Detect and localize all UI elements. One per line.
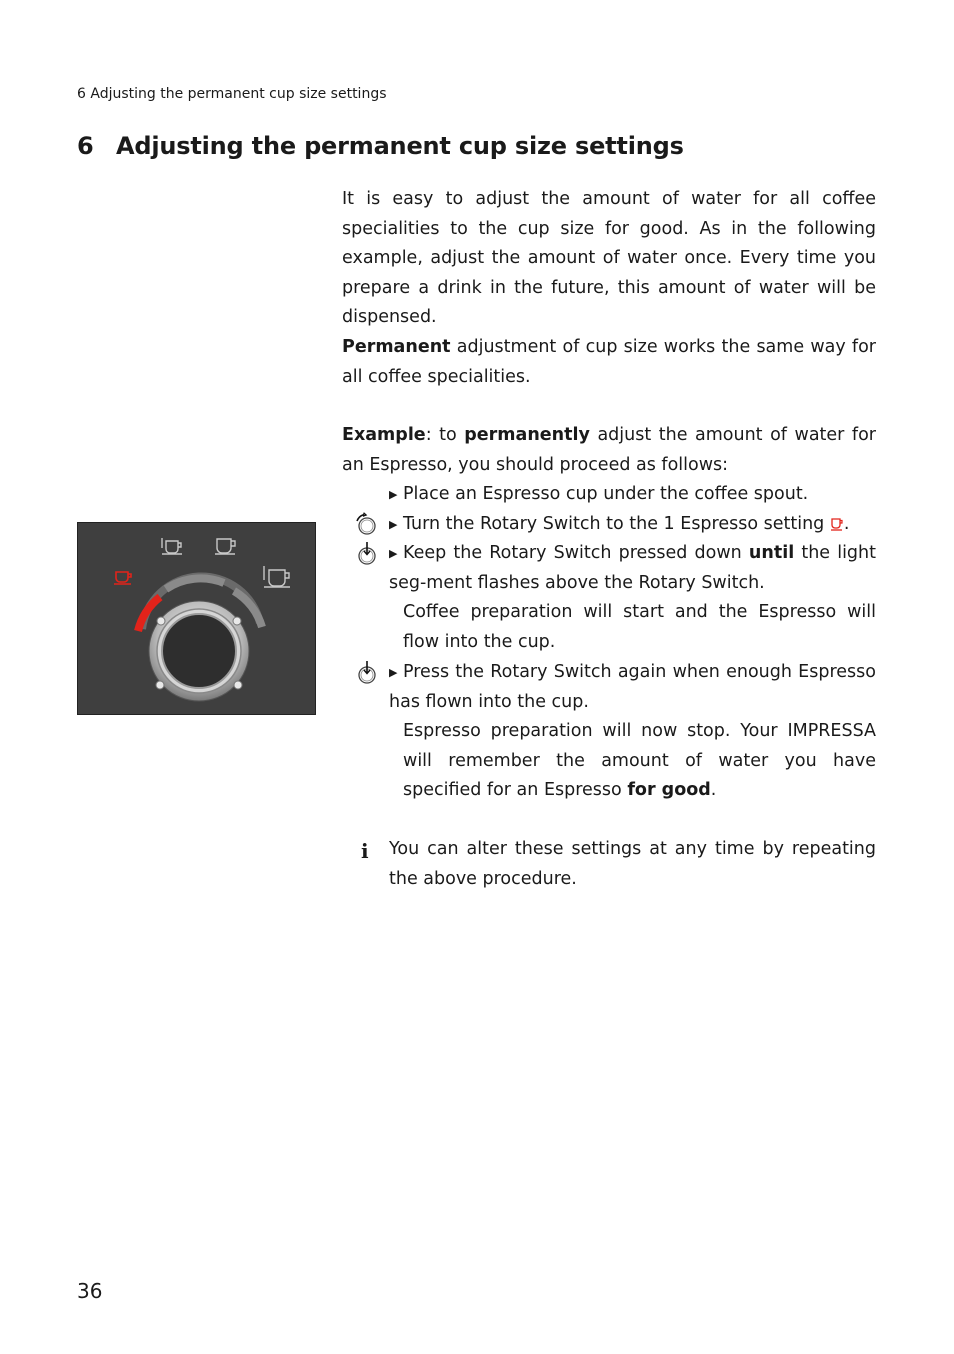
example-rest: adjust the amount of water for an Espresso, you should proceed as follows: — [342, 425, 876, 475]
rotary-turn-icon — [354, 512, 380, 538]
rotary-press-icon — [354, 660, 380, 686]
page-number: 36 — [77, 1279, 103, 1303]
info-icon: i — [361, 839, 369, 863]
permanent-rest: adjustment of cup size works the same way for all coffee specialities. — [342, 337, 876, 387]
bullet-triangle-icon: ▶ — [389, 547, 398, 560]
running-head: 6 Adjusting the permanent cup size settings — [77, 86, 387, 102]
rotary-switch-panel-illustration — [77, 522, 316, 715]
rotary-switch-illustration — [78, 523, 315, 714]
permanent-bold: Permanent — [342, 337, 451, 357]
bullet-triangle-icon: ▶ — [389, 518, 398, 531]
intro-paragraph — [342, 185, 876, 333]
step-4-result-end: . — [710, 780, 717, 801]
chapter-number: 6 — [77, 132, 94, 160]
info-text: You can alter these settings at any time by repeating the above procedure. — [389, 839, 876, 889]
coffee-cup-icon — [215, 539, 235, 554]
step-turn-switch — [389, 510, 876, 540]
step-3-text-b: the light seg-ment flashes above the Rotary Switch. — [389, 543, 876, 593]
example-bold: Example — [342, 425, 426, 445]
chapter-title-text: Adjusting the permanent cup size settings — [116, 132, 684, 160]
double-coffee-cup-icon — [162, 538, 182, 554]
intro-text: It is easy to adjust the amount of water for all coffee specialities to the cup size for good. As in the following example, adjust the amount of water once. Every time you prepare a drink in the future, this amount of water will be dispensed. — [342, 189, 876, 328]
espresso-cup-icon — [830, 517, 844, 531]
step-place-cup — [389, 480, 876, 510]
step-3-text-a: Keep the Rotary Switch pressed down — [403, 543, 749, 563]
bullet-triangle-icon: ▶ — [389, 488, 398, 501]
large-coffee-cup-icon — [264, 566, 290, 587]
step-4-result — [389, 717, 876, 806]
step-2-end: . — [843, 514, 850, 534]
for-good-bold: for good — [627, 780, 711, 801]
info-note — [389, 835, 876, 894]
example-paragraph — [342, 421, 876, 480]
step-press-again — [389, 658, 876, 806]
step-4-text: Press the Rotary Switch again when enough Espresso has flown into the cup. — [389, 662, 876, 712]
step-4-result-text: Espresso preparation will now stop. Your IMPRESSA will remember the amount of water you have specified for an Espresso — [403, 721, 876, 801]
step-2-text: Turn the Rotary Switch to the 1 Espresso setting — [403, 514, 825, 534]
permanently-bold: permanently — [464, 425, 590, 445]
step-3-result: Coffee preparation will start and the Espresso will flow into the cup. — [403, 602, 876, 652]
permanent-paragraph — [342, 333, 876, 392]
step-press-switch — [389, 539, 876, 657]
rotary-press-icon — [354, 541, 380, 567]
chapter-title — [77, 132, 684, 160]
bullet-triangle-icon: ▶ — [389, 666, 398, 679]
example-mid: : to — [425, 425, 465, 445]
espresso-cup-icon — [114, 572, 131, 584]
step-1-text: Place an Espresso cup under the coffee spout. — [403, 484, 809, 504]
until-bold: until — [748, 543, 795, 563]
